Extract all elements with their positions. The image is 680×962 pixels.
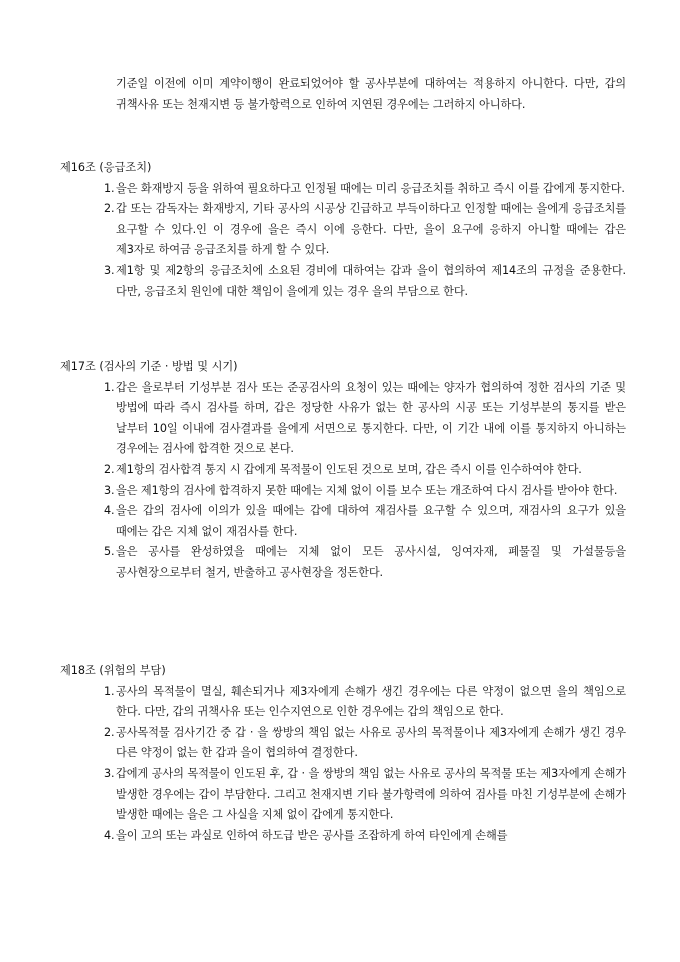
clause-text: 갑에게 공사의 목적물이 인도된 후, 갑 · 을 쌍방의 책임 없는 사유로 공사의 목적물 또는 제3자에게 손해가 발생한 경우에는 갑이 부담한다. 그리고 천재지변 기타 불가항력에 의하여 검사를 마친 기성부분에 손해가 발생한 때에는 을은 그 사실을 지체 없이 갑에게 통지한다.	[116, 766, 626, 822]
clause-text: 공사목적물 검사기간 중 갑 · 을 쌍방의 책임 없는 사유로 공사의 목적물이나 제3자에게 손해가 생긴 경우 다른 약정이 없는 한 갑과 을이 협의하여 결정한다.	[116, 725, 626, 760]
clause-text: 제1항의 검사합격 통지 시 갑에게 목적물이 인도된 것으로 보며, 갑은 즉시 이를 인수하여야 한다.	[116, 462, 582, 476]
clause-number: 2.	[104, 725, 115, 739]
article-heading: 제16조 (응급조치)	[60, 161, 152, 174]
clause-number: 1.	[104, 181, 115, 195]
clause-item	[104, 199, 626, 261]
clause-number: 4.	[104, 828, 115, 842]
clause-text: 을은 화재방지 등을 위하여 필요하다고 인정될 때에는 미리 응급조치를 취하고 즉시 이를 갑에게 통지한다.	[116, 181, 625, 195]
clause-item	[104, 460, 626, 481]
clause-item	[104, 261, 626, 302]
clause-text: 제1항 및 제2항의 응급조치에 소요된 경비에 대하여는 갑과 을이 협의하여 제14조의 규정을 준용한다. 다만, 응급조치 원인에 대한 책임이 을에게 있는 경우 을의 부담으로 한다.	[116, 263, 626, 298]
clause-text: 을은 제1항의 검사에 합격하지 못한 때에는 지체 없이 이를 보수 또는 개조하여 다시 검사를 받아야 한다.	[116, 483, 618, 497]
clause-item	[104, 378, 626, 460]
article-heading: 제18조 (위험의 부담)	[60, 664, 166, 677]
clause-number: 5.	[104, 545, 115, 559]
clause-text: 갑은 을로부터 기성부분 검사 또는 준공검사의 요청이 있는 때에는 양자가 협의하여 정한 검사의 기준 및 방법에 따라 즉시 검사를 하며, 갑은 정당한 사유가 없는 한 공사의 시공 또는 기성부분의 통지를 받은 날부터 10일 이내에 검사결과를 을에게 서면으로 통지한다. 다만, 이 기간 내에 이를 통지하지 아니하는 경우에는 검사에 합격한 것으로 본다.	[116, 380, 626, 456]
article-16	[60, 158, 626, 302]
clause-item	[104, 501, 626, 542]
article-heading: 제17조 (검사의 기준 · 방법 및 시기)	[60, 360, 238, 373]
clause-text: 을은 공사를 완성하였을 때에는 지체 없이 모든 공사시설, 잉여자재, 폐물질 및 가설물등을 공사현장으로부터 철거, 반출하고 공사현장을 정돈한다.	[116, 545, 626, 579]
clause-number: 3.	[104, 766, 115, 780]
clause-number: 1.	[104, 380, 115, 394]
clause-item	[104, 682, 626, 723]
clause-item	[104, 826, 626, 847]
article-17	[60, 357, 626, 584]
clause-number: 3.	[104, 263, 115, 277]
article-18	[60, 661, 626, 846]
clause-number: 2.	[104, 202, 115, 216]
clause-number: 3.	[104, 483, 115, 497]
clause-text: 공사의 목적물이 멸실, 훼손되거나 제3자에게 손해가 생긴 경우에는 다른 약정이 없으면 을의 책임으로 한다. 다만, 갑의 귀책사유 또는 인수지연으로 인한 경우에는 갑의 책임으로 한다.	[116, 684, 626, 719]
clause-item	[104, 179, 626, 200]
clause-item	[104, 542, 626, 583]
clause-number: 1.	[104, 684, 115, 698]
clause-item	[104, 723, 626, 764]
clause-text: 을이 고의 또는 과실로 인하여 하도급 받은 공사를 조잡하게 하여 타인에게 손해를	[116, 828, 508, 842]
clause-item	[104, 481, 626, 502]
clause-item	[104, 764, 626, 826]
clause-text: 을은 갑의 검사에 이의가 있을 때에는 갑에 대하여 재검사를 요구할 수 있으며, 재검사의 요구가 있을 때에는 갑은 지체 없이 재검사를 한다.	[116, 504, 626, 538]
clause-text: 갑 또는 감독자는 화재방지, 기타 공사의 시공상 긴급하고 부득이하다고 인정할 때에는 을에게 응급조치를 요구할 수 있다.인 이 경우에 을은 즉시 이에 응한다. 다만, 을이 요구에 응하지 아니할 때에는 갑은 제3자로 하여금 응급조치를 하게 할 수 있다.	[116, 202, 626, 257]
continued-clause-text: 기준일 이전에 이미 계약이행이 완료되었어야 할 공사부분에 대하여는 적용하지 아니한다. 다만, 갑의 귀책사유 또는 천재지변 등 불가항력으로 인하여 지연된 경우에는 그러하지 아니하다.	[116, 77, 626, 111]
clause-number: 2.	[104, 462, 115, 476]
clause-number: 4.	[104, 504, 115, 518]
